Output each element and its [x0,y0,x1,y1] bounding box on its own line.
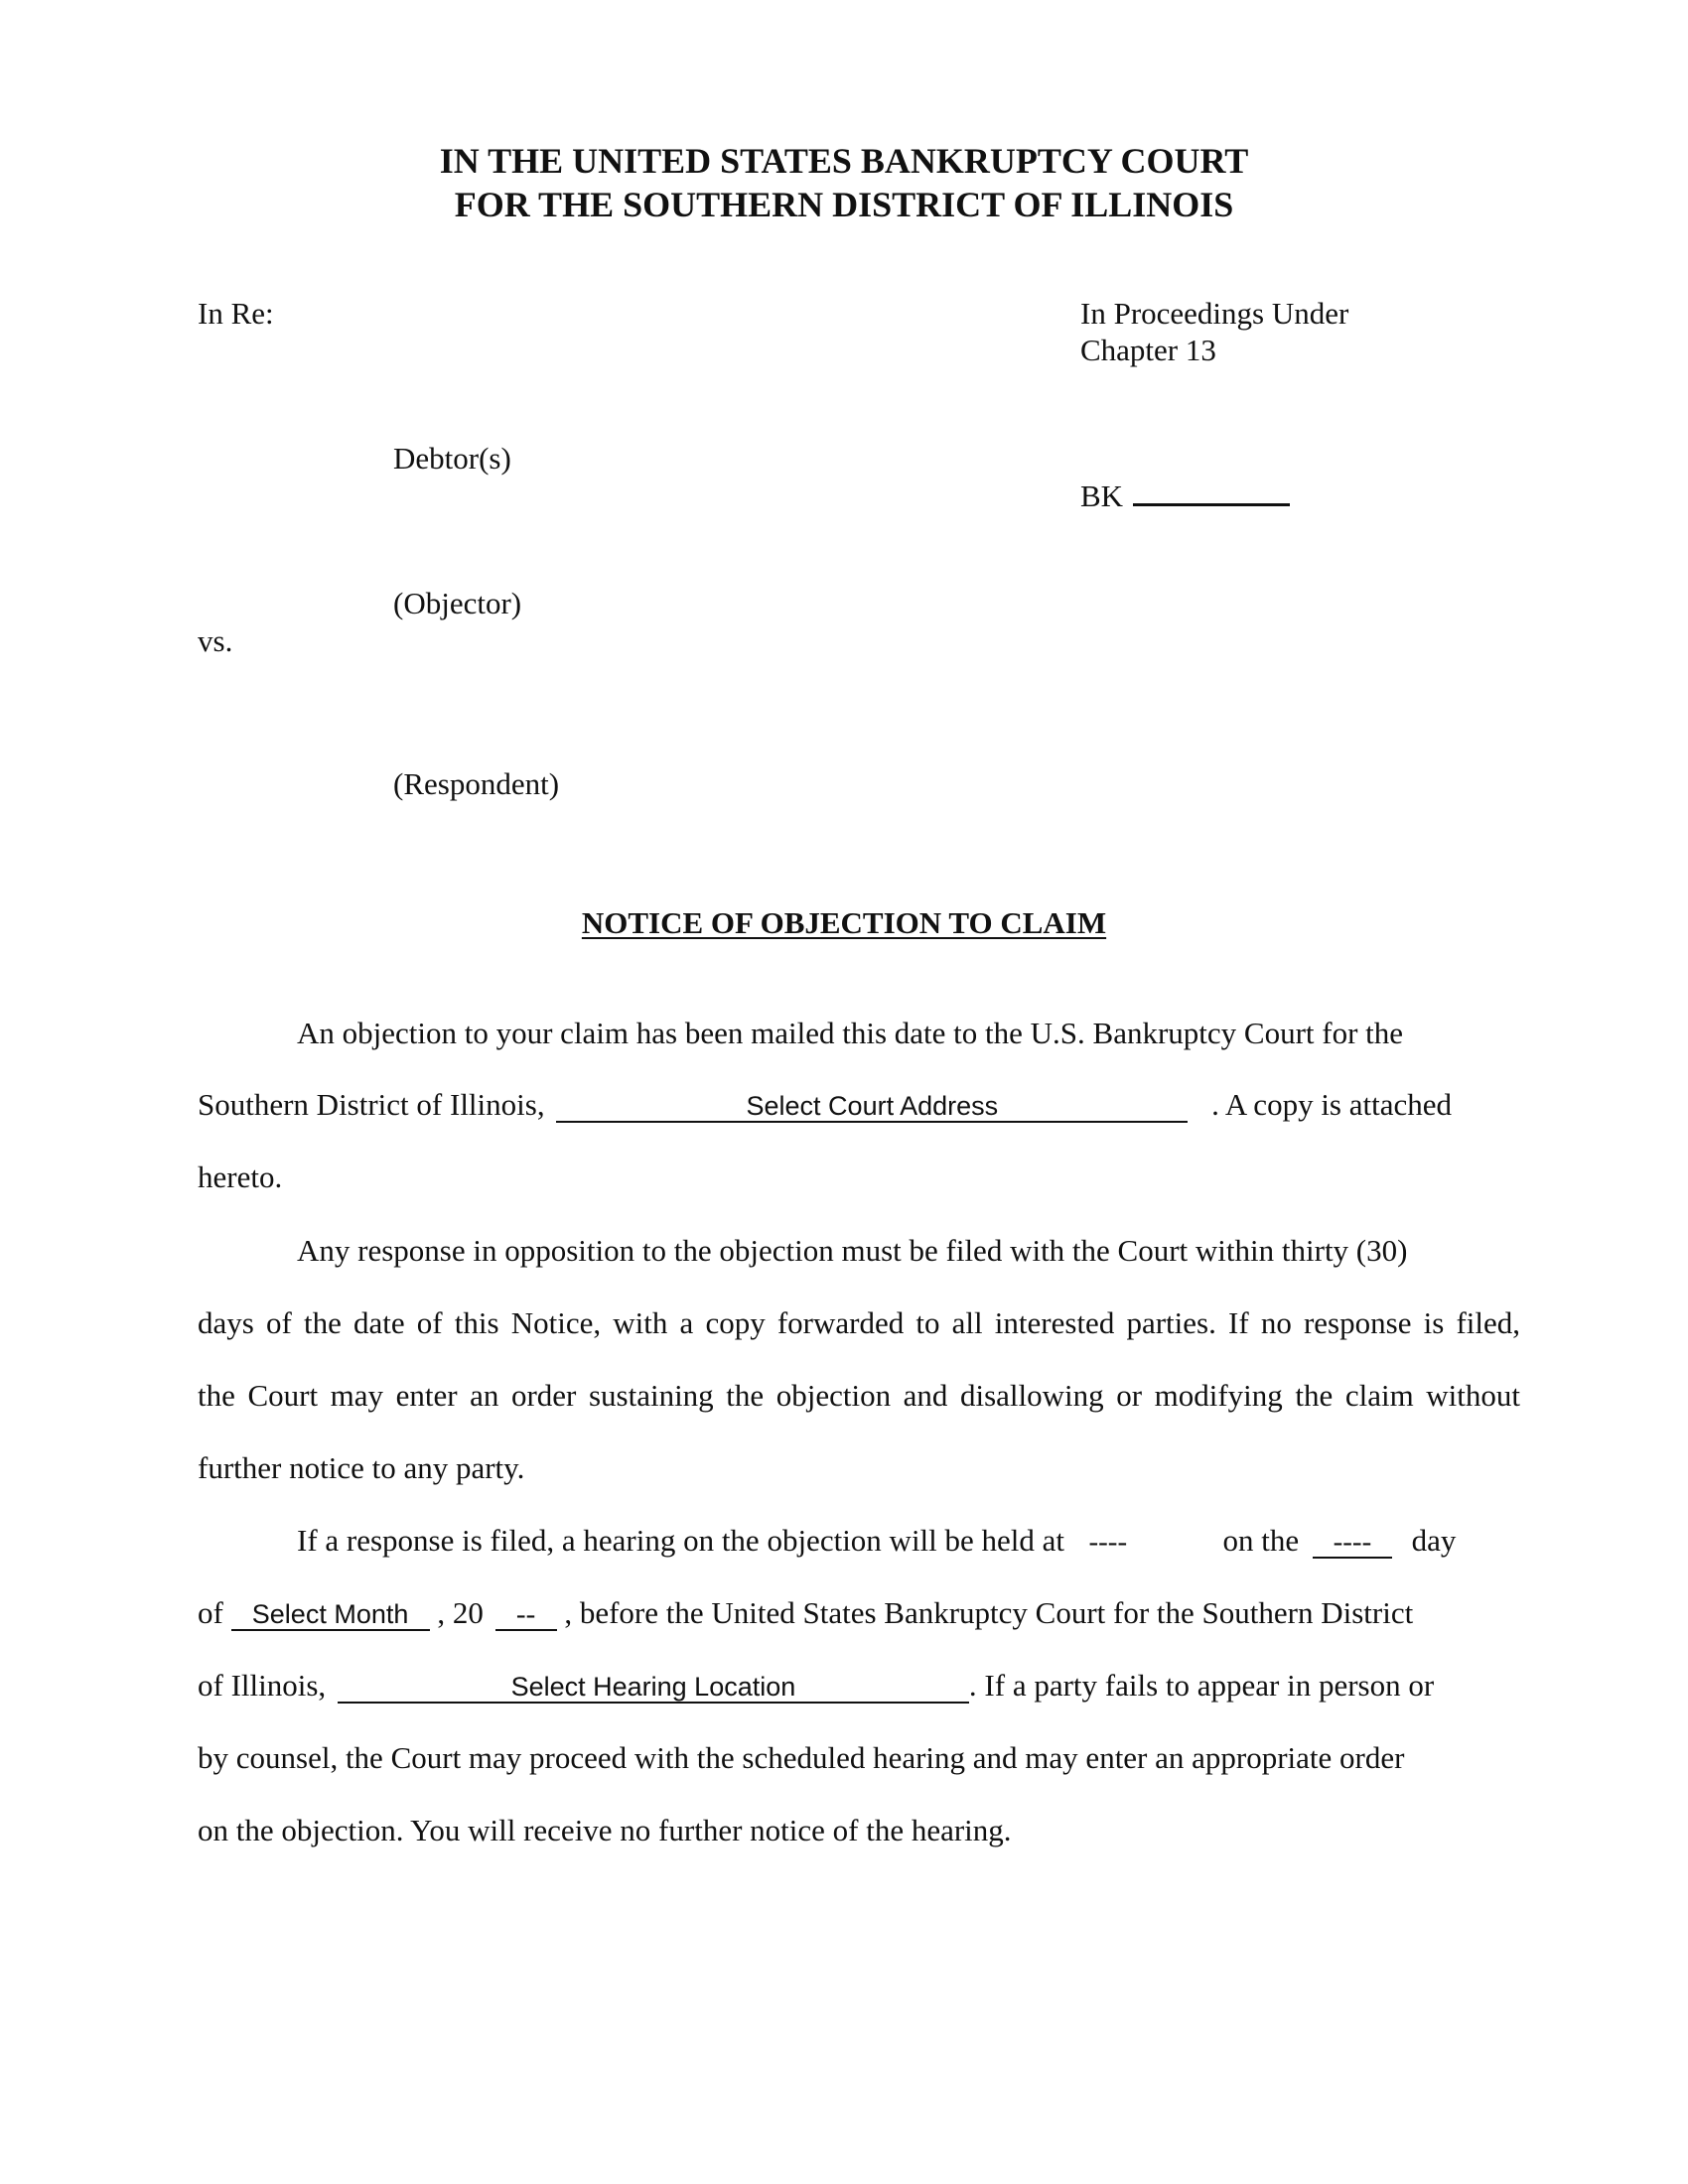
on-the-text: on the [1222,1523,1300,1558]
bk-number [1080,476,1290,515]
year-prefix-text: , 20 [437,1595,484,1630]
bk-number-field[interactable] [1133,476,1290,506]
paragraph-2-line-2: days of the date of this Notice, with a copy forwarded to all interested parties. If no response is filed, [198,1305,1520,1340]
paragraph-3-line-2 [198,1593,1520,1633]
hearing-location-select[interactable]: Select Hearing Location [338,1672,969,1704]
hearing-time-select[interactable]: ---- [1088,1526,1128,1558]
southern-district-text: Southern District of Illinois, [198,1087,545,1122]
debtors-label: Debtor(s) [393,441,511,476]
hearing-month-select[interactable]: Select Month [231,1599,430,1631]
respondent-label: (Respondent) [393,766,560,801]
paragraph-3-line-1 [297,1521,1619,1561]
proceedings-label: In Proceedings Under [1080,296,1349,331]
paragraph-2-line-4: further notice to any party. [198,1450,525,1485]
notice-title: NOTICE OF OBJECTION TO CLAIM [581,905,1107,940]
hearing-held-text: If a response is filed, a hearing on the objection will be held at [297,1523,1065,1558]
paragraph-1-line-2 [198,1085,1520,1125]
in-re-label: In Re: [198,296,274,331]
hearing-day-select[interactable]: ---- [1313,1527,1392,1559]
vs-label: vs. [198,623,233,658]
hearing-year-select[interactable]: -- [495,1599,557,1631]
paragraph-3-line-5: on the objection. You will receive no further notice of the hearing. [198,1813,1012,1847]
day-text: day [1411,1523,1457,1558]
court-title-line-1: IN THE UNITED STATES BANKRUPTCY COURT [439,141,1249,181]
paragraph-3-line-4: by counsel, the Court may proceed with the scheduled hearing and may enter an appropriate order [198,1740,1405,1775]
court-title-line-2: FOR THE SOUTHERN DISTRICT OF ILLINOIS [454,185,1234,224]
bk-label: BK [1080,478,1124,513]
paragraph-2-line-1: Any response in opposition to the objection must be filed with the Court within thirty (30) [297,1233,1408,1268]
chapter-label: Chapter 13 [1080,333,1216,367]
fails-to-appear-text: . If a party fails to appear in person or [968,1668,1435,1703]
court-address-select[interactable]: Select Court Address [556,1091,1188,1123]
of-illinois-text: of Illinois, [198,1668,327,1703]
paragraph-2-line-3: the Court may enter an order sustaining the objection and disallowing or modifying the claim without [198,1378,1520,1413]
paragraph-1-line-3: hereto. [198,1160,283,1194]
paragraph-3-line-3 [198,1666,1520,1706]
objector-label: (Objector) [393,586,522,620]
copy-attached-text: . A copy is attached [1211,1087,1453,1122]
paragraph-1-line-1: An objection to your claim has been mailed this date to the U.S. Bankruptcy Court for the [297,1016,1404,1050]
of-text: of [198,1595,223,1630]
before-court-text: , before the United States Bankruptcy Court for the Southern District [564,1595,1414,1630]
